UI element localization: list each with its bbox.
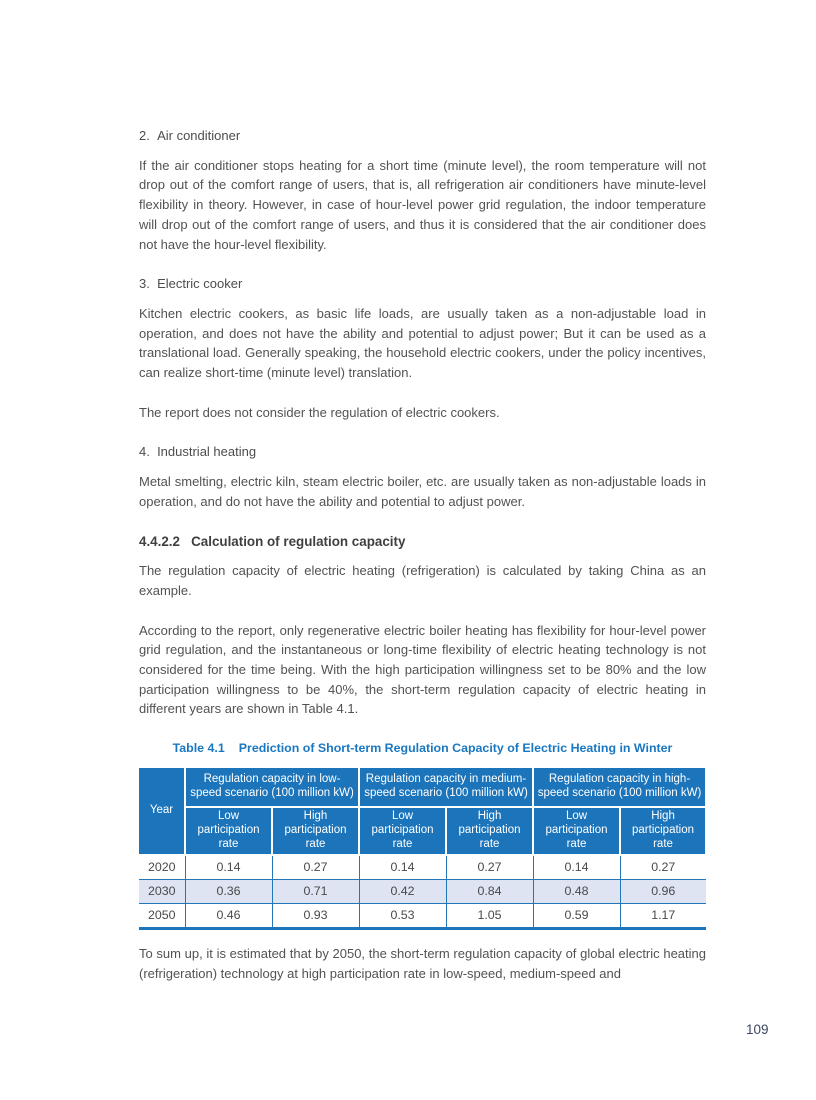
paragraph-sum-up: To sum up, it is estimated that by 2050, the short-term regulation capacity of global electric heating (refrigeration) technology at high participation rate in low-speed, medium-speed and (139, 945, 706, 981)
table-subheader-high-rate: High participation rate (620, 807, 706, 855)
table-cell-year: 2020 (147, 859, 176, 874)
paragraph-electric-cooker-1: Kitchen electric cookers, as basic life loads, are usually taken as a non-adjustable load in operation, and does not have the ability and potential to adjust power; But it can be used as a translational load. Generally speaking, the household electric cookers, under the policy incentives, can realize short-time (minute level) translation. (139, 305, 706, 381)
table-cell-value: 0.36 (185, 879, 272, 903)
table-subheader-high-rate: High participation rate (446, 807, 533, 855)
table-cell-year: 2050 (139, 903, 185, 928)
heading-air-conditioner: 2. Air conditioner (139, 128, 241, 143)
heading-electric-cooker: 3. Electric cooker (139, 276, 243, 292)
regulation-capacity-table (139, 766, 707, 930)
table-cell-value: 0.14 (533, 855, 620, 880)
table-cell-value: 0.71 (272, 879, 359, 903)
table-caption (139, 739, 706, 759)
table-cell-value: 0.96 (620, 879, 706, 903)
table-row-2020 (139, 855, 706, 880)
table-subheader-low-rate: Low participation rate (533, 807, 620, 855)
table-cell-value: 0.14 (359, 855, 446, 880)
table-subheader-high-rate: High participation rate (272, 807, 359, 855)
table-header-group-medium-speed: Regulation capacity in medium-speed scenario (100 million kW) (359, 767, 533, 807)
table-row-2030 (139, 879, 706, 903)
table-cell-value: 0.14 (185, 855, 272, 880)
table-caption-label: Table 4.1 (172, 741, 225, 756)
table-caption-title: Prediction of Short-term Regulation Capacity of Electric Heating in Winter (238, 741, 673, 756)
table-cell-value: 0.42 (359, 879, 446, 903)
paragraph-electric-cooker-2: The report does not consider the regulation of electric cookers. (139, 404, 500, 420)
table-header-group-high-speed: Regulation capacity in high-speed scenario (100 million kW) (533, 767, 706, 807)
page-content (139, 126, 706, 1003)
page-number: 109 (746, 1022, 769, 1037)
table-cell-value: 0.27 (272, 855, 359, 880)
paragraph-air-conditioner: If the air conditioner stops heating for a short time (minute level), the room temperature will not drop out of the comfort range of users, that is, all refrigeration air conditioners have minute-level flexibility in theory. However, in case of hour-level power grid regulation, the indoor temperature will drop out of the comfort range of users, and thus it is considered that the air conditioner does not have the hour-level flexibility. (139, 157, 706, 252)
table-row-2050 (139, 903, 706, 928)
table-cell-value: 0.84 (446, 879, 533, 903)
table-subheader-low-rate: Low participation rate (185, 807, 272, 855)
paragraph-calculation-1: The regulation capacity of electric heating (refrigeration) is calculated by taking China as an example. (139, 563, 706, 598)
heading-calculation-regulation-capacity: 4.4.2.2 Calculation of regulation capacity (139, 533, 406, 549)
table-cell-value: 1.17 (620, 903, 706, 928)
table-cell-value: 0.48 (533, 879, 620, 903)
table-cell-value: 0.27 (620, 855, 706, 880)
table-cell-value: 0.53 (359, 903, 446, 928)
paragraph-calculation-2: According to the report, only regenerative electric boiler heating has flexibility for hour-level power grid regulation, and the instantaneous or long-time flexibility of electric heating technology is not considered for the time being. With the high participation willingness set to be 80% and the low participation willingness to be 40%, the short-term regulation capacity of electric heating in different years are shown in Table 4.1. (139, 622, 706, 717)
table-cell-year: 2030 (139, 879, 185, 903)
table-cell-value: 0.93 (272, 903, 359, 928)
paragraph-industrial-heating: Metal smelting, electric kiln, steam electric boiler, etc. are usually taken as non-adjustable loads in operation, and do not have the ability and potential to adjust power. (139, 474, 706, 509)
table-cell-value: 1.05 (446, 903, 533, 928)
table-cell-value: 0.46 (185, 903, 272, 928)
table-header-year: Year (139, 767, 185, 855)
table-header-group-low-speed: Regulation capacity in low-speed scenario (100 million kW) (185, 767, 359, 807)
table-cell-value: 0.59 (533, 903, 620, 928)
table-subheader-low-rate: Low participation rate (359, 807, 446, 855)
table-cell-value: 0.27 (446, 855, 533, 880)
heading-industrial-heating: 4. Industrial heating (139, 444, 257, 460)
